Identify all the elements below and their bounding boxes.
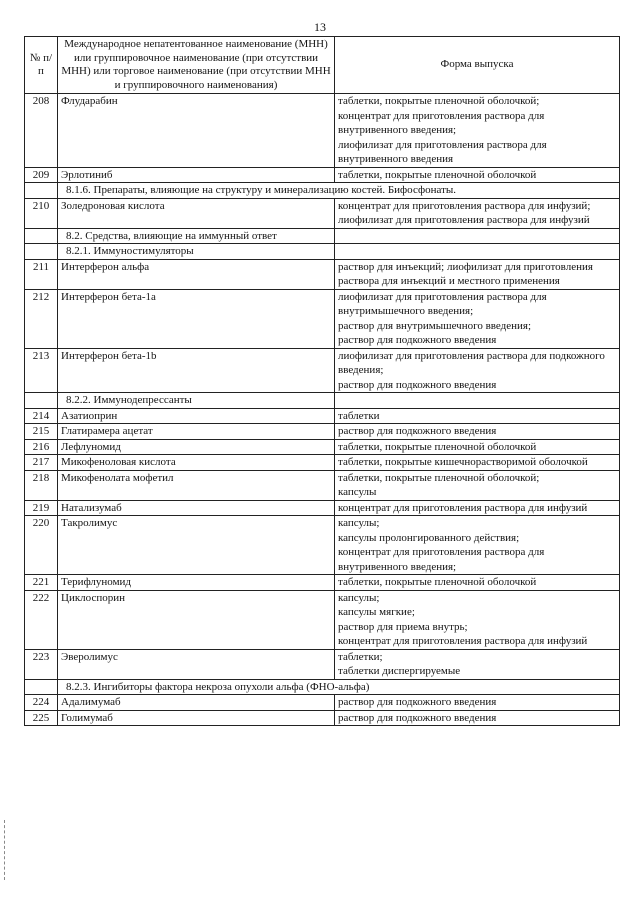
release-form-line: капсулы — [338, 486, 377, 498]
drug-name: Азатиоприн — [58, 408, 335, 424]
drug-name: Интерферон бета-1а — [58, 289, 335, 348]
row-number: 212 — [25, 289, 58, 348]
release-forms — [335, 516, 620, 575]
release-form-line: лиофилизат для приготовления раствора для подкожного введения; — [338, 349, 605, 376]
release-form-line: таблетки — [338, 409, 380, 422]
release-form-line: таблетки, покрытые пленочной оболочкой — [338, 440, 537, 453]
release-form-line: концентрат для приготовления раствора для внутривенного введения; — [338, 109, 545, 136]
drug-name: Адалимумаб — [58, 695, 335, 711]
release-forms — [335, 439, 620, 455]
drug-name: Микофеноловая кислота — [58, 455, 335, 471]
release-forms — [335, 590, 620, 649]
header-number: № п/п — [25, 37, 58, 94]
section-title: 8.2.2. Иммунодепрессанты — [58, 393, 335, 409]
header-drug-name: Международное непатентованное наименование (МНН) или группировочное наименование (при отсутствии МНН) или торговое наименование (при отсутствии МНН и группировочного наименования) — [58, 37, 335, 94]
page-number: 13 — [314, 20, 326, 34]
row-number: 219 — [25, 500, 58, 516]
row-number: 217 — [25, 455, 58, 471]
row-number: 209 — [25, 167, 58, 183]
table-row — [25, 575, 620, 591]
release-form-line: раствор для подкожного введения — [338, 696, 497, 708]
drug-name: Флударабин — [58, 94, 335, 168]
table-row — [25, 198, 620, 228]
drug-name: Циклоспорин — [58, 590, 335, 649]
release-form-line: таблетки, покрытые пленочной оболочкой — [338, 576, 537, 588]
release-form-line: таблетки, покрытые пленочной оболочкой; — [338, 471, 540, 484]
section-number-cell — [25, 244, 58, 260]
release-forms — [335, 695, 620, 711]
row-number: 220 — [25, 516, 58, 575]
release-form-line: лиофилизат для приготовления раствора для инфузий — [338, 214, 590, 226]
release-form-line: раствор для подкожного введения — [338, 425, 497, 437]
table-row — [25, 649, 620, 679]
section-number-cell — [25, 679, 58, 695]
release-forms — [335, 408, 620, 424]
release-form-line: лиофилизат для приготовления раствора для внутривенного введения — [338, 138, 547, 165]
release-form-line: таблетки, покрытые пленочной оболочкой; — [338, 95, 540, 107]
release-forms — [335, 500, 620, 516]
drug-name: Голимумаб — [58, 710, 335, 726]
release-form-line: лиофилизат для приготовления раствора для внутримышечного введения; — [338, 290, 547, 317]
release-forms — [335, 424, 620, 440]
table-row — [25, 500, 620, 516]
drug-name: Интерферон альфа — [58, 259, 335, 289]
release-forms — [335, 289, 620, 348]
release-forms — [335, 348, 620, 393]
margin-rule — [4, 820, 5, 880]
drug-name: Эверолимус — [58, 649, 335, 679]
drug-name: Лефлуномид — [58, 439, 335, 455]
table-row — [25, 348, 620, 393]
row-number: 218 — [25, 470, 58, 500]
release-form-line: раствор для внутримышечного введения; — [338, 319, 532, 332]
release-forms — [335, 198, 620, 228]
section-title: 8.2.3. Ингибиторы фактора некроза опухоли альфа (ФНО-альфа) — [58, 679, 620, 695]
table-row — [25, 259, 620, 289]
section-title: 8.2. Средства, влияющие на иммунный ответ — [58, 228, 335, 244]
row-number: 221 — [25, 575, 58, 591]
row-number: 213 — [25, 348, 58, 393]
release-form-line: концентрат для приготовления раствора для инфузий — [338, 635, 588, 647]
row-number: 208 — [25, 94, 58, 168]
release-form-line: концентрат для приготовления раствора для инфузий; — [338, 199, 591, 212]
section-form-cell — [335, 228, 620, 244]
drug-list-table — [24, 36, 620, 726]
drug-name: Интерферон бета-1b — [58, 348, 335, 393]
row-number: 214 — [25, 408, 58, 424]
section-row — [25, 244, 620, 260]
header-release-form: Форма выпуска — [335, 37, 620, 94]
table-row — [25, 455, 620, 471]
table-row — [25, 516, 620, 575]
section-title: 8.2.1. Иммуностимуляторы — [58, 244, 335, 260]
release-form-line: капсулы; — [338, 517, 380, 529]
release-form-line: раствор для подкожного введения — [338, 334, 497, 346]
row-number: 211 — [25, 259, 58, 289]
release-forms — [335, 455, 620, 471]
release-form-line: концентрат для приготовления раствора для инфузий — [338, 501, 588, 514]
section-row — [25, 228, 620, 244]
release-form-line: таблетки, покрытые пленочной оболочкой — [338, 168, 537, 181]
release-forms — [335, 167, 620, 183]
table-row — [25, 167, 620, 183]
release-form-line: капсулы пролонгированного действия; — [338, 531, 520, 544]
section-row — [25, 679, 620, 695]
release-form-line: таблетки; — [338, 650, 383, 663]
drug-name: Золедроновая кислота — [58, 198, 335, 228]
drug-name: Микофенолата мофетил — [58, 470, 335, 500]
table-row — [25, 470, 620, 500]
row-number: 223 — [25, 649, 58, 679]
release-forms — [335, 575, 620, 591]
row-number: 222 — [25, 590, 58, 649]
table-body — [25, 94, 620, 726]
release-form-line: капсулы мягкие; — [338, 606, 415, 618]
drug-name: Терифлуномид — [58, 575, 335, 591]
section-form-cell — [335, 393, 620, 409]
row-number: 225 — [25, 710, 58, 726]
row-number: 216 — [25, 439, 58, 455]
release-forms — [335, 94, 620, 168]
section-form-cell — [335, 244, 620, 260]
row-number: 215 — [25, 424, 58, 440]
table-row — [25, 590, 620, 649]
section-row — [25, 183, 620, 199]
release-form-line: раствор для приема внутрь; — [338, 620, 468, 633]
section-number-cell — [25, 228, 58, 244]
table-header-row — [25, 37, 620, 94]
release-form-line: таблетки, покрытые кишечнорастворимой оболочкой — [338, 456, 588, 468]
table-row — [25, 710, 620, 726]
release-form-line: концентрат для приготовления раствора для внутривенного введения; — [338, 546, 545, 573]
drug-name: Глатирамера ацетат — [58, 424, 335, 440]
drug-name: Натализумаб — [58, 500, 335, 516]
drug-name: Такролимус — [58, 516, 335, 575]
release-form-line: раствор для подкожного введения — [338, 711, 497, 724]
row-number: 224 — [25, 695, 58, 711]
section-number-cell — [25, 183, 58, 199]
release-form-line: капсулы; — [338, 591, 380, 604]
section-number-cell — [25, 393, 58, 409]
section-title: 8.1.6. Препараты, влияющие на структуру и минерализацию костей. Бифосфонаты. — [58, 183, 620, 199]
table-row — [25, 424, 620, 440]
table-row — [25, 289, 620, 348]
table-row — [25, 94, 620, 168]
table-row — [25, 439, 620, 455]
release-forms — [335, 710, 620, 726]
release-form-line: таблетки диспергируемые — [338, 665, 461, 677]
drug-name: Эрлотиниб — [58, 167, 335, 183]
release-form-line: раствор для инъекций; лиофилизат для приготовления раствора для инъекций и местного применения — [338, 260, 593, 287]
table-row — [25, 695, 620, 711]
row-number: 210 — [25, 198, 58, 228]
release-forms — [335, 259, 620, 289]
table-row — [25, 408, 620, 424]
section-row — [25, 393, 620, 409]
release-forms — [335, 470, 620, 500]
release-form-line: раствор для подкожного введения — [338, 378, 497, 391]
release-forms — [335, 649, 620, 679]
